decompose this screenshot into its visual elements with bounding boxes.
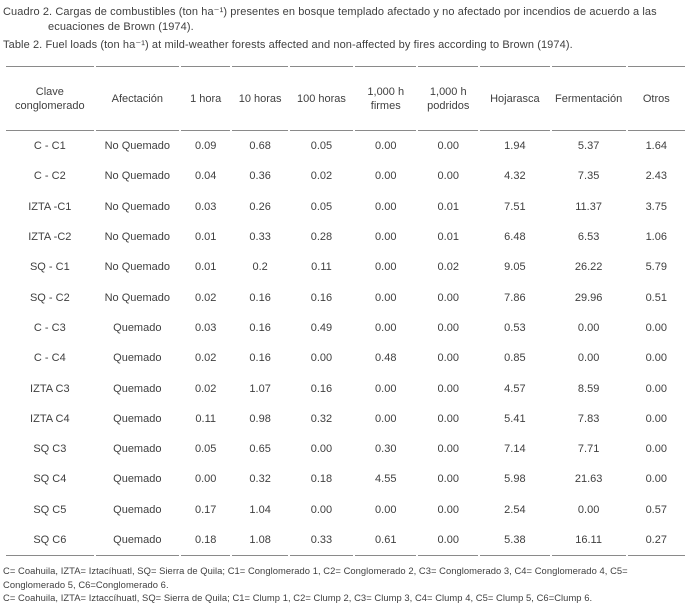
footnote-es: C= Coahuila, IZTA= Iztacíhuatl, SQ= Sierra de Quila; C1= Conglomerado 1, C2= Conglomerado 2, C3= Conglomerado 3, C4= Conglomerado 4, C5= Conglomerado 5, C6=Conglomerado 6. — [3, 565, 628, 590]
table-row — [6, 131, 685, 161]
cell-value: 0.01 — [437, 200, 459, 213]
cell-value: 5.79 — [645, 261, 667, 274]
cell-value: 0.26 — [249, 200, 271, 213]
cell-value: 0.16 — [249, 321, 271, 334]
cell-value: 0.16 — [249, 352, 271, 365]
column-header-4: 10 horas — [232, 66, 287, 131]
cell-value: 5.37 — [577, 140, 600, 153]
cell-value: 0.16 — [249, 291, 271, 304]
cell-value: 0.00 — [437, 412, 459, 425]
cell-value: 0.05 — [310, 140, 333, 153]
cell-value: 0.00 — [437, 443, 459, 456]
table-row — [6, 525, 685, 556]
cell-clave: SQ C3 — [33, 443, 67, 456]
cell-value: 0.00 — [437, 140, 459, 153]
cell-value: 0.17 — [194, 503, 217, 516]
cell-value: 0.00 — [375, 412, 397, 425]
cell-value: 7.51 — [504, 200, 526, 213]
cell-value: 4.32 — [504, 170, 526, 183]
cell-value: 0.2 — [252, 261, 268, 274]
cell-value: 0.00 — [375, 261, 397, 274]
cell-value: 7.35 — [577, 170, 600, 183]
column-header-6: 1,000 h firmes — [355, 66, 416, 131]
table-caption-es-line2: ecuaciones de Brown (1974). — [48, 21, 194, 33]
cell-value: 0.49 — [310, 321, 333, 334]
cell-value: 5.38 — [480, 525, 550, 556]
cell-value: 0.00 — [375, 382, 397, 395]
cell-value: 0.27 — [628, 525, 685, 556]
cell-value: 0.85 — [504, 352, 526, 365]
cell-afectacion: Quemado — [113, 352, 162, 365]
cell-afectacion: Quemado — [113, 443, 162, 456]
cell-value: 0.16 — [310, 382, 333, 395]
cell-value: 0.00 — [310, 503, 333, 516]
cell-value: 0.00 — [437, 473, 459, 486]
cell-value: 16.11 — [552, 525, 626, 556]
cell-value: 0.00 — [194, 473, 217, 486]
table-row — [6, 495, 685, 525]
cell-value: 1.04 — [249, 503, 271, 516]
fuel-loads-table — [4, 66, 687, 556]
table-row — [6, 313, 685, 343]
cell-clave: C - C2 — [33, 170, 66, 183]
cell-value: 7.14 — [504, 443, 526, 456]
cell-value: 0.00 — [375, 321, 397, 334]
cell-value: 0.03 — [194, 200, 217, 213]
cell-value: 0.00 — [437, 291, 459, 304]
cell-value: 0.01 — [194, 261, 217, 274]
table-row — [6, 373, 685, 403]
column-header-5: 100 horas — [290, 66, 353, 131]
table-footnotes — [3, 564, 689, 605]
cell-value: 1.64 — [645, 140, 667, 153]
cell-value: 1.94 — [504, 140, 526, 153]
cell-value: 0.00 — [645, 443, 667, 456]
table-caption-es-line1: Cuadro 2. Cargas de combustibles (ton ha⁻¹) presentes en bosque templado afectado y no afectado por incendios de acuerdo a las — [3, 6, 657, 18]
cell-value: 0.00 — [375, 140, 397, 153]
cell-afectacion: Quemado — [96, 525, 179, 556]
cell-value: 7.86 — [504, 291, 526, 304]
cell-value: 0.00 — [437, 382, 459, 395]
table-caption-en: Table 2. Fuel loads (ton ha⁻¹) at mild-weather forests affected and non-affected by fires according to Brown (1974). — [3, 39, 573, 51]
cell-value: 0.02 — [437, 261, 459, 274]
cell-value: 0.00 — [310, 443, 333, 456]
cell-value: 0.00 — [645, 412, 667, 425]
cell-value: 0.00 — [437, 503, 459, 516]
cell-value: 0.00 — [375, 170, 397, 183]
cell-afectacion: No Quemado — [104, 200, 171, 213]
column-header-8: Hojarasca — [480, 66, 550, 131]
cell-value: 0.11 — [311, 261, 332, 274]
cell-value: 1.08 — [232, 525, 287, 556]
cell-value: 1.07 — [249, 382, 271, 395]
cell-value: 0.53 — [504, 321, 526, 334]
cell-value: 0.00 — [437, 170, 459, 183]
cell-afectacion: No Quemado — [104, 140, 171, 153]
cell-value: 0.00 — [375, 503, 397, 516]
cell-value: 0.00 — [437, 352, 459, 365]
cell-value: 9.05 — [504, 261, 526, 274]
cell-value: 0.00 — [375, 231, 397, 244]
column-header-9: Fermentación — [552, 66, 626, 131]
cell-value: 0.05 — [310, 200, 333, 213]
cell-afectacion: Quemado — [113, 382, 162, 395]
cell-value: 4.57 — [504, 382, 526, 395]
cell-value: 21.63 — [574, 473, 603, 486]
table-row — [6, 404, 685, 434]
column-header-7: 1,000 h podridos — [418, 66, 478, 131]
cell-clave: IZTA C4 — [30, 412, 70, 425]
cell-value: 0.00 — [375, 200, 397, 213]
cell-value: 0.02 — [194, 291, 217, 304]
cell-afectacion: No Quemado — [104, 261, 171, 274]
cell-value: 0.51 — [645, 291, 667, 304]
cell-value: 0.33 — [290, 525, 353, 556]
cell-afectacion: Quemado — [113, 503, 162, 516]
table-row — [6, 343, 685, 373]
cell-clave: SQ C4 — [33, 473, 67, 486]
cell-value: 0.30 — [375, 443, 397, 456]
cell-value: 0.18 — [310, 473, 333, 486]
cell-value: 0.00 — [577, 321, 600, 334]
cell-value: 0.33 — [249, 231, 271, 244]
cell-value: 0.00 — [645, 382, 667, 395]
cell-clave: C - C1 — [33, 140, 66, 153]
cell-value: 7.83 — [577, 412, 600, 425]
cell-value: 0.98 — [249, 412, 271, 425]
cell-value: 0.28 — [310, 231, 333, 244]
cell-value: 1.06 — [645, 231, 667, 244]
cell-value: 0.01 — [437, 231, 459, 244]
cell-value: 0.00 — [310, 352, 333, 365]
cell-value: 3.75 — [645, 200, 667, 213]
cell-value: 0.68 — [249, 140, 271, 153]
cell-clave: IZTA -C1 — [28, 200, 72, 213]
table-header-row — [6, 66, 685, 131]
cell-afectacion: No Quemado — [104, 231, 171, 244]
cell-value: 0.11 — [195, 412, 216, 425]
cell-value: 0.00 — [418, 525, 478, 556]
table-row — [6, 222, 685, 252]
cell-value: 0.00 — [645, 352, 667, 365]
cell-afectacion: No Quemado — [104, 291, 171, 304]
footnote-en: C= Coahuila, IZTA= Iztaccíhuatl, SQ= Sierra de Quila; C1= Clump 1, C2= Clump 2, C3= Clump 3, C4= Clump 4, C5= Clump 5, C6=Clump 6. — [3, 592, 593, 604]
cell-value: 2.54 — [504, 503, 526, 516]
cell-afectacion: Quemado — [113, 321, 162, 334]
cell-value: 29.96 — [574, 291, 603, 304]
table-row — [6, 252, 685, 282]
cell-afectacion: No Quemado — [104, 170, 171, 183]
table-header — [6, 66, 685, 131]
cell-value: 0.04 — [194, 170, 217, 183]
cell-value: 0.36 — [249, 170, 271, 183]
cell-value: 0.18 — [181, 525, 230, 556]
cell-clave: SQ - C2 — [29, 291, 70, 304]
cell-value: 2.43 — [645, 170, 667, 183]
cell-value: 0.01 — [194, 231, 217, 244]
cell-afectacion: Quemado — [113, 412, 162, 425]
cell-value: 0.02 — [310, 170, 333, 183]
cell-afectacion: Quemado — [113, 473, 162, 486]
cell-value: 0.00 — [577, 352, 600, 365]
cell-value: 7.71 — [577, 443, 600, 456]
table-row — [6, 192, 685, 222]
cell-clave: IZTA -C2 — [28, 231, 72, 244]
cell-value: 0.02 — [194, 352, 217, 365]
cell-value: 0.00 — [645, 321, 667, 334]
cell-value: 4.55 — [375, 473, 397, 486]
cell-value: 6.48 — [504, 231, 526, 244]
cell-value: 5.98 — [504, 473, 526, 486]
table-row — [6, 434, 685, 464]
table-row — [6, 464, 685, 494]
cell-value: 0.05 — [194, 443, 217, 456]
cell-value: 11.37 — [575, 200, 602, 213]
cell-value: 0.32 — [310, 412, 333, 425]
cell-clave: SQ C6 — [6, 525, 94, 556]
cell-value: 0.16 — [310, 291, 333, 304]
cell-clave: C - C3 — [33, 321, 66, 334]
cell-value: 0.48 — [375, 352, 397, 365]
cell-value: 0.00 — [375, 291, 397, 304]
cell-value: 0.57 — [645, 503, 667, 516]
cell-clave: C - C4 — [33, 352, 66, 365]
column-header-3: 1 hora — [181, 66, 230, 131]
cell-value: 0.09 — [194, 140, 217, 153]
cell-value: 0.03 — [194, 321, 217, 334]
cell-value: 0.61 — [355, 525, 416, 556]
table-row — [6, 161, 685, 191]
cell-value: 0.65 — [249, 443, 271, 456]
cell-value: 5.41 — [504, 412, 526, 425]
cell-value: 26.22 — [574, 261, 603, 274]
table-row — [6, 282, 685, 312]
table-body — [6, 131, 685, 556]
cell-value: 0.00 — [645, 473, 667, 486]
cell-clave: SQ - C1 — [29, 261, 70, 274]
cell-value: 6.53 — [577, 231, 600, 244]
cell-value: 0.00 — [577, 503, 600, 516]
column-header-2: Afectación — [96, 66, 179, 131]
cell-clave: IZTA C3 — [30, 382, 70, 395]
cell-value: 8.59 — [577, 382, 600, 395]
cell-value: 0.00 — [437, 321, 459, 334]
cell-value: 0.32 — [249, 473, 271, 486]
cell-value: 0.02 — [194, 382, 217, 395]
cell-clave: SQ C5 — [33, 503, 67, 516]
column-header-1: Clave conglomerado — [6, 66, 94, 131]
column-header-10: Otros — [628, 66, 685, 131]
